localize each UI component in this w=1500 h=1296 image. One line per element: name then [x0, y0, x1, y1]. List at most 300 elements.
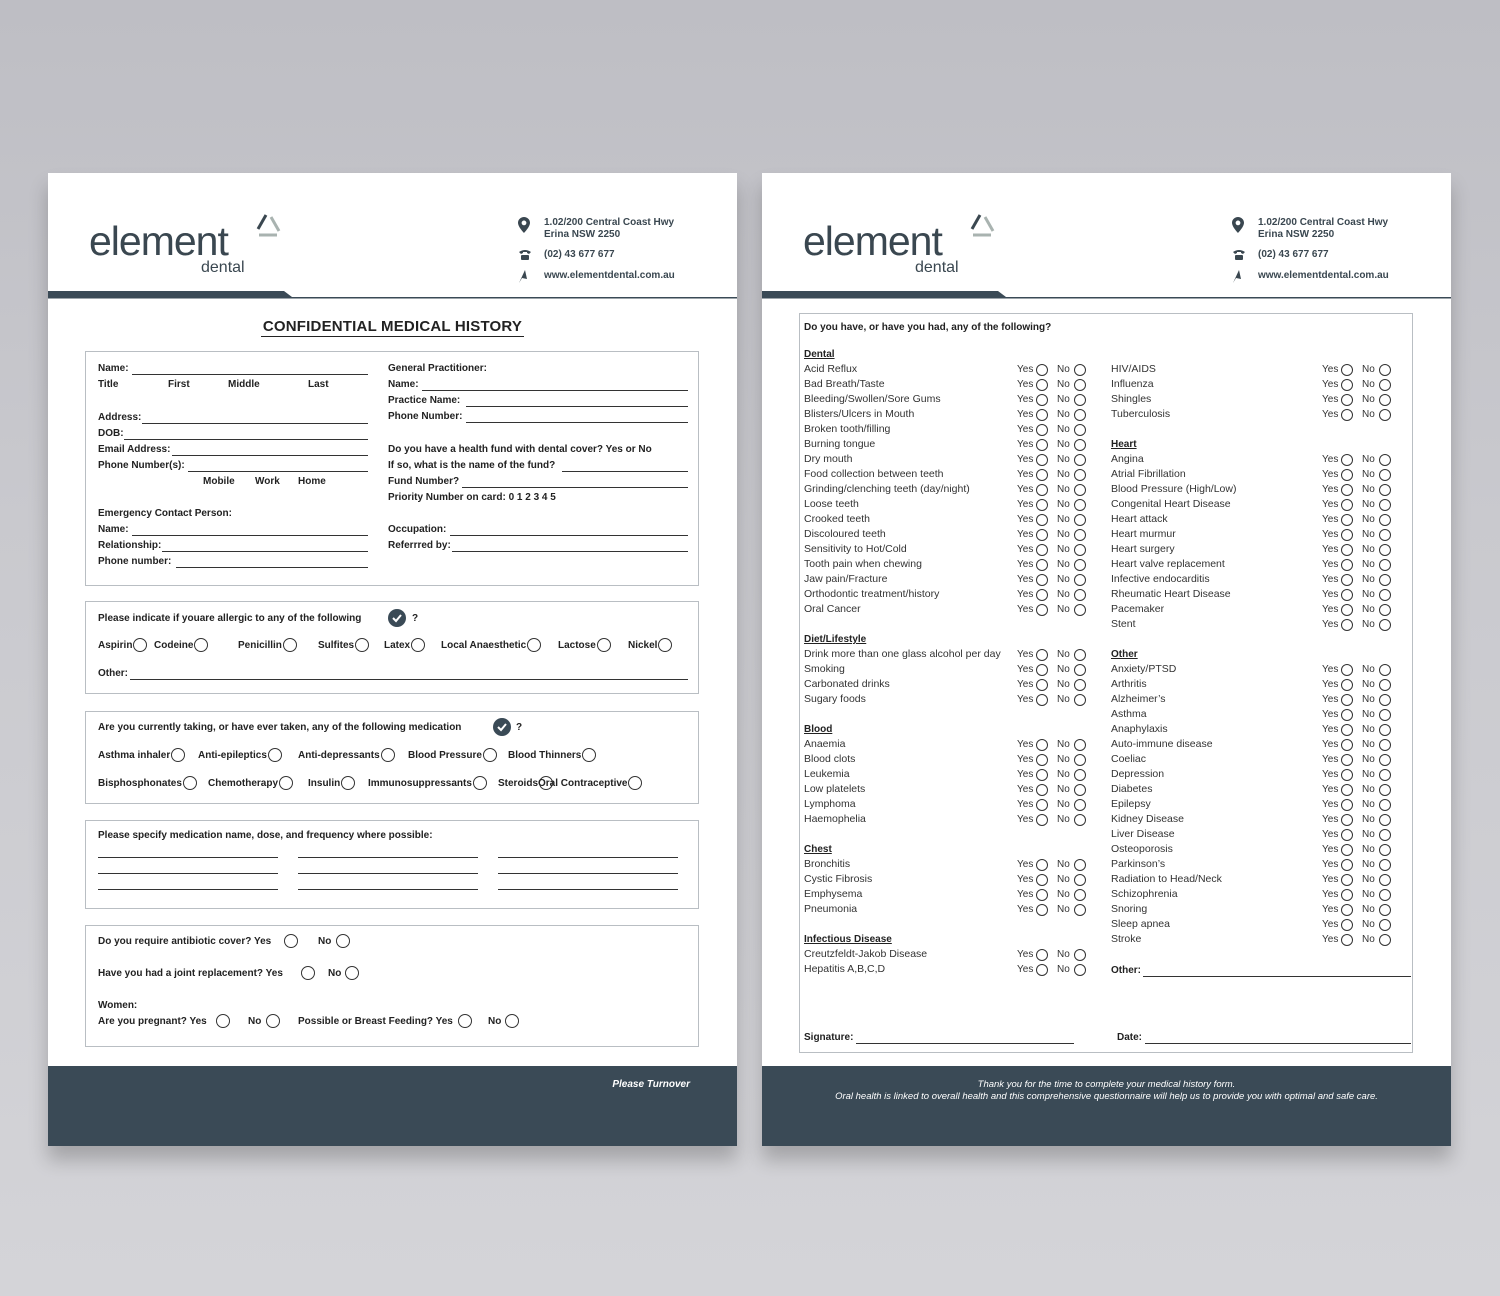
last-label: Last [308, 379, 329, 390]
no-radio[interactable] [1074, 784, 1086, 796]
phone-field[interactable] [188, 471, 368, 472]
no-radio[interactable] [1379, 859, 1391, 871]
no-radio[interactable] [1379, 379, 1391, 391]
yes-radio[interactable] [1036, 364, 1048, 376]
medication-qmark: ? [516, 722, 523, 733]
allergy-radio-aspirin[interactable] [133, 638, 147, 652]
allergy-radio-sulfites[interactable] [355, 638, 369, 652]
no-radio[interactable] [1074, 604, 1086, 616]
yes-label: Yes [1017, 364, 1034, 375]
no-radio[interactable] [1379, 469, 1391, 481]
allergy-radio-nickel[interactable] [658, 638, 672, 652]
allergy-radio-penicillin[interactable] [283, 638, 297, 652]
yes-radio[interactable] [1341, 394, 1353, 406]
medication-line[interactable] [298, 857, 478, 858]
yes-radio[interactable] [1036, 379, 1048, 391]
condition-bad-breath-taste: Bad Breath/Taste [804, 378, 885, 390]
medication-radio-blood-thinners[interactable] [582, 748, 596, 762]
yes-radio[interactable] [1341, 484, 1353, 496]
yes-radio[interactable] [1036, 754, 1048, 766]
no-radio[interactable] [1379, 544, 1391, 556]
medication-radio-asthma-inhaler[interactable] [171, 748, 185, 762]
no-label: No [1362, 454, 1375, 465]
no-radio[interactable] [1074, 454, 1086, 466]
medication-label-chemotherapy: Chemotherapy [208, 778, 279, 789]
condition-epilepsy: Epilepsy [1111, 798, 1151, 810]
antibiotic-no-radio[interactable] [336, 934, 350, 948]
medication-line[interactable] [98, 857, 278, 858]
medication-line[interactable] [98, 873, 278, 874]
emergency-name-field[interactable] [132, 535, 368, 536]
no-radio[interactable] [1074, 544, 1086, 556]
no-label: No [1362, 919, 1375, 930]
signature-label: Signature: [804, 1032, 854, 1043]
yes-radio[interactable] [1036, 439, 1048, 451]
yes-radio[interactable] [1341, 574, 1353, 586]
yes-radio[interactable] [1341, 499, 1353, 511]
yes-radio[interactable] [1036, 589, 1048, 601]
no-radio[interactable] [1379, 454, 1391, 466]
no-radio[interactable] [1074, 559, 1086, 571]
yes-radio[interactable] [1036, 859, 1048, 871]
no-radio[interactable] [1074, 949, 1086, 961]
no-label: No [1362, 769, 1375, 780]
emergency-phone-field[interactable] [176, 567, 368, 568]
form-page-1 [48, 173, 737, 1146]
joint-yes-radio[interactable] [301, 966, 315, 980]
phone-number: (02) 43 677 677 [1258, 249, 1329, 260]
medication-line[interactable] [298, 889, 478, 890]
yes-label: Yes [1017, 589, 1034, 600]
yes-radio[interactable] [1036, 394, 1048, 406]
no-radio[interactable] [1074, 769, 1086, 781]
no-label: No [1057, 559, 1070, 570]
yes-radio[interactable] [1036, 694, 1048, 706]
yes-radio[interactable] [1036, 454, 1048, 466]
medication-line[interactable] [98, 889, 278, 890]
conditions-box [799, 313, 1413, 1053]
yes-radio[interactable] [1036, 484, 1048, 496]
condition-blisters-ulcers-in-mouth: Blisters/Ulcers in Mouth [804, 408, 915, 420]
allergy-other-label: Other: [98, 668, 128, 679]
yes-label: Yes [1322, 379, 1339, 390]
no-label: No [1362, 544, 1375, 555]
yes-label: Yes [1322, 709, 1339, 720]
allergy-label-aspirin: Aspirin [98, 640, 133, 651]
no-radio[interactable] [1379, 889, 1391, 901]
medication-radio-anti-epileptics[interactable] [268, 748, 282, 762]
yes-radio[interactable] [1341, 889, 1353, 901]
no-radio[interactable] [1074, 589, 1086, 601]
name-field[interactable] [132, 374, 368, 375]
no-label: No [1362, 499, 1375, 510]
condition-parkinson-s: Parkinson’s [1111, 858, 1166, 870]
yes-label: Yes [1017, 694, 1034, 705]
no-radio[interactable] [1379, 529, 1391, 541]
other-conditions-label: Other: [1111, 965, 1141, 976]
condition-crooked-teeth: Crooked teeth [804, 513, 870, 525]
yes-radio[interactable] [1341, 814, 1353, 826]
yes-radio[interactable] [1036, 784, 1048, 796]
referred-field[interactable] [452, 551, 688, 552]
yes-radio[interactable] [1341, 589, 1353, 601]
medication-label-insulin: Insulin [308, 778, 341, 789]
no-radio[interactable] [1379, 934, 1391, 946]
medication-radio-oral-contraceptive[interactable] [628, 776, 642, 790]
medication-radio-blood-pressure[interactable] [483, 748, 497, 762]
date-field[interactable] [1145, 1043, 1411, 1044]
breastfeeding-yes-radio[interactable] [458, 1014, 472, 1028]
fund-name-field[interactable] [562, 471, 688, 472]
no-label: No [1057, 484, 1070, 495]
no-radio[interactable] [1074, 664, 1086, 676]
yes-radio[interactable] [1341, 739, 1353, 751]
no-radio[interactable] [1379, 874, 1391, 886]
no-radio[interactable] [1379, 664, 1391, 676]
no-radio[interactable] [1074, 529, 1086, 541]
no-label: No [1362, 829, 1375, 840]
yes-radio[interactable] [1036, 529, 1048, 541]
no-radio[interactable] [1074, 964, 1086, 976]
no-radio[interactable] [1379, 679, 1391, 691]
no-label: No [1057, 589, 1070, 600]
no-radio[interactable] [1074, 574, 1086, 586]
section-heading-heart: Heart [1111, 439, 1137, 450]
no-label: No [1362, 484, 1375, 495]
no-label: No [1362, 589, 1375, 600]
yes-radio[interactable] [1341, 379, 1353, 391]
no-radio[interactable] [1074, 874, 1086, 886]
yes-label: Yes [1017, 964, 1034, 975]
yes-label: Yes [1322, 859, 1339, 870]
condition-diabetes: Diabetes [1111, 783, 1153, 795]
no-radio[interactable] [1074, 409, 1086, 421]
gp-phone-field[interactable] [466, 422, 688, 423]
pregnant-no-radio[interactable] [266, 1014, 280, 1028]
condition-discoloured-teeth: Discoloured teeth [804, 528, 886, 540]
page-footer [762, 1066, 1451, 1146]
condition-food-collection-between-teeth: Food collection between teeth [804, 468, 944, 480]
no-radio[interactable] [1379, 844, 1391, 856]
yes-radio[interactable] [1036, 664, 1048, 676]
no-radio[interactable] [1074, 379, 1086, 391]
condition-schizophrenia: Schizophrenia [1111, 888, 1178, 900]
yes-label: Yes [1322, 574, 1339, 585]
no-label: No [1362, 514, 1375, 525]
yes-radio[interactable] [1036, 544, 1048, 556]
pregnant-yes-radio[interactable] [216, 1014, 230, 1028]
yes-label: Yes [1017, 889, 1034, 900]
condition-congenital-heart-disease: Congenital Heart Disease [1111, 498, 1231, 510]
no-radio[interactable] [1379, 694, 1391, 706]
yes-radio[interactable] [1341, 559, 1353, 571]
antibiotic-yes-radio[interactable] [284, 934, 298, 948]
yes-radio[interactable] [1341, 679, 1353, 691]
allergy-radio-local-anaesthetic[interactable] [527, 638, 541, 652]
no-radio[interactable] [1074, 364, 1086, 376]
yes-radio[interactable] [1341, 604, 1353, 616]
yes-label: Yes [1017, 559, 1034, 570]
medication-label-oral-contraceptive: Oral Contraceptive [538, 778, 628, 789]
no-radio[interactable] [1379, 814, 1391, 826]
no-radio[interactable] [1074, 904, 1086, 916]
yes-label: Yes [1017, 439, 1034, 450]
no-radio[interactable] [1074, 799, 1086, 811]
yes-label: Yes [1017, 799, 1034, 810]
condition-depression: Depression [1111, 768, 1165, 780]
condition-tooth-pain-when-chewing: Tooth pain when chewing [804, 558, 922, 570]
yes-radio[interactable] [1341, 919, 1353, 931]
yes-label: Yes [1017, 394, 1034, 405]
no-label: No [1057, 439, 1070, 450]
condition-sensitivity-to-hot-cold: Sensitivity to Hot/Cold [804, 543, 907, 555]
yes-label: Yes [1017, 904, 1034, 915]
no-radio[interactable] [1379, 754, 1391, 766]
other-conditions-field[interactable] [1143, 976, 1411, 977]
yes-radio[interactable] [1036, 769, 1048, 781]
cursor-arrow-icon [518, 270, 528, 284]
no-radio[interactable] [1379, 739, 1391, 751]
no-radio[interactable] [1379, 514, 1391, 526]
yes-radio[interactable] [1036, 574, 1048, 586]
medication-radio-anti-depressants[interactable] [381, 748, 395, 762]
no-radio[interactable] [1379, 619, 1391, 631]
condition-acid-reflux: Acid Reflux [804, 363, 858, 375]
yes-radio[interactable] [1036, 799, 1048, 811]
no-radio[interactable] [1379, 394, 1391, 406]
yes-radio[interactable] [1036, 559, 1048, 571]
no-radio[interactable] [1379, 589, 1391, 601]
condition-heart-attack: Heart attack [1111, 513, 1168, 525]
yes-radio[interactable] [1036, 409, 1048, 421]
yes-label: Yes [1322, 529, 1339, 540]
yes-label: Yes [1322, 724, 1339, 735]
no-label: No [1057, 514, 1070, 525]
allergy-radio-latex[interactable] [411, 638, 425, 652]
email-label: Email Address: [98, 444, 171, 455]
no-radio[interactable] [1074, 739, 1086, 751]
no-radio[interactable] [1379, 784, 1391, 796]
joint-no-radio[interactable] [345, 966, 359, 980]
medication-radio-immunosuppressants[interactable] [473, 776, 487, 790]
yes-radio[interactable] [1341, 409, 1353, 421]
no-label: No [1362, 814, 1375, 825]
yes-label: Yes [1322, 499, 1339, 510]
dob-field[interactable] [124, 439, 368, 440]
yes-radio[interactable] [1341, 724, 1353, 736]
yes-radio[interactable] [1036, 889, 1048, 901]
no-label: No [1057, 649, 1070, 660]
yes-radio[interactable] [1036, 649, 1048, 661]
no-radio[interactable] [1379, 709, 1391, 721]
yes-radio[interactable] [1341, 904, 1353, 916]
no-radio[interactable] [1074, 424, 1086, 436]
no-radio[interactable] [1379, 904, 1391, 916]
yes-radio[interactable] [1341, 754, 1353, 766]
yes-radio[interactable] [1036, 679, 1048, 691]
occupation-field[interactable] [450, 535, 688, 536]
no-radio[interactable] [1074, 679, 1086, 691]
allergy-radio-lactose[interactable] [597, 638, 611, 652]
yes-radio[interactable] [1341, 694, 1353, 706]
no-label: No [1362, 364, 1375, 375]
yes-radio[interactable] [1036, 874, 1048, 886]
health-fund-question: Do you have a health fund with dental cover? Yes or No [388, 444, 652, 455]
yes-radio[interactable] [1341, 769, 1353, 781]
no-radio[interactable] [1074, 469, 1086, 481]
yes-radio[interactable] [1036, 514, 1048, 526]
medication-radio-chemotherapy[interactable] [279, 776, 293, 790]
no-label: No [1362, 574, 1375, 585]
yes-radio[interactable] [1341, 934, 1353, 946]
allergy-radio-codeine[interactable] [194, 638, 208, 652]
no-label: No [1362, 394, 1375, 405]
no-radio[interactable] [1379, 499, 1391, 511]
yes-radio[interactable] [1341, 799, 1353, 811]
yes-label: Yes [1017, 409, 1034, 420]
yes-radio[interactable] [1341, 364, 1353, 376]
no-radio[interactable] [1074, 889, 1086, 901]
yes-radio[interactable] [1341, 454, 1353, 466]
no-label: No [1057, 784, 1070, 795]
no-radio[interactable] [1074, 649, 1086, 661]
relationship-field[interactable] [162, 551, 368, 552]
fund-number-field[interactable] [462, 487, 688, 488]
no-radio[interactable] [1074, 499, 1086, 511]
condition-alzheimer-s: Alzheimer’s [1111, 693, 1166, 705]
signature-field[interactable] [856, 1043, 1074, 1044]
gp-name-field[interactable] [422, 390, 688, 391]
yes-label: Yes [1322, 739, 1339, 750]
brand-word: element [89, 218, 228, 264]
address-line-1: 1.02/200 Central Coast Hwy [1258, 217, 1389, 228]
cursor-arrow-icon [1232, 270, 1242, 284]
yes-radio[interactable] [1036, 949, 1048, 961]
medication-question: Are you currently taking, or have ever taken, any of the following medication [98, 722, 462, 733]
medication-line[interactable] [498, 873, 678, 874]
yes-radio[interactable] [1036, 814, 1048, 826]
yes-radio[interactable] [1341, 469, 1353, 481]
no-label: No [1362, 529, 1375, 540]
no-radio[interactable] [1074, 514, 1086, 526]
no-label: No [1362, 379, 1375, 390]
yes-radio[interactable] [1341, 664, 1353, 676]
no-radio[interactable] [1074, 484, 1086, 496]
yes-label: Yes [1322, 559, 1339, 570]
yes-radio[interactable] [1341, 529, 1353, 541]
yes-label: Yes [1017, 874, 1034, 885]
pregnant-question: Are you pregnant? Yes [98, 1016, 207, 1027]
no-radio[interactable] [1379, 724, 1391, 736]
form-page-2 [762, 173, 1451, 1146]
no-radio[interactable] [1379, 364, 1391, 376]
yes-label: Yes [1017, 469, 1034, 480]
yes-radio[interactable] [1036, 739, 1048, 751]
medication-line[interactable] [498, 889, 678, 890]
email-field[interactable] [172, 455, 368, 456]
no-radio[interactable] [1379, 409, 1391, 421]
medication-label-blood-thinners: Blood Thinners [508, 750, 582, 761]
no-label: No [1362, 739, 1375, 750]
no-radio[interactable] [1379, 559, 1391, 571]
yes-radio[interactable] [1341, 874, 1353, 886]
first-label: First [168, 379, 190, 390]
no-radio[interactable] [1379, 574, 1391, 586]
no-label: No [1057, 769, 1070, 780]
yes-radio[interactable] [1341, 829, 1353, 841]
no-label: No [1362, 409, 1375, 420]
practice-name-field[interactable] [466, 406, 688, 407]
no-label: No [1362, 469, 1375, 480]
no-radio[interactable] [1074, 754, 1086, 766]
yes-radio[interactable] [1341, 859, 1353, 871]
women-label: Women: [98, 1000, 138, 1011]
breastfeeding-no-radio[interactable] [505, 1014, 519, 1028]
page-footer [48, 1066, 737, 1146]
address-field[interactable] [142, 423, 368, 424]
no-radio[interactable] [1074, 859, 1086, 871]
medication-details-box [85, 820, 699, 909]
section-heading-blood: Blood [804, 724, 833, 735]
medication-line[interactable] [498, 857, 678, 858]
yes-radio[interactable] [1341, 784, 1353, 796]
no-label: No [1057, 529, 1070, 540]
yes-radio[interactable] [1036, 499, 1048, 511]
yes-radio[interactable] [1341, 619, 1353, 631]
yes-radio[interactable] [1036, 904, 1048, 916]
brand-logo [803, 217, 1003, 277]
yes-radio[interactable] [1036, 469, 1048, 481]
yes-radio[interactable] [1036, 604, 1048, 616]
allergy-other-field[interactable] [130, 679, 688, 680]
footer-note: Oral health is linked to overall health and this comprehensive questionnaire will help us to provide you with optimal and safe care. [835, 1091, 1378, 1102]
no-radio[interactable] [1074, 694, 1086, 706]
no-radio[interactable] [1379, 919, 1391, 931]
condition-kidney-disease: Kidney Disease [1111, 813, 1184, 825]
yes-radio[interactable] [1341, 514, 1353, 526]
yes-radio[interactable] [1341, 544, 1353, 556]
yes-label: Yes [1322, 904, 1339, 915]
no-radio[interactable] [1379, 769, 1391, 781]
medication-radio-insulin[interactable] [341, 776, 355, 790]
no-label: No [1057, 964, 1070, 975]
medication-label-blood-pressure: Blood Pressure [408, 750, 482, 761]
yes-radio[interactable] [1036, 964, 1048, 976]
no-radio[interactable] [1074, 394, 1086, 406]
no-radio[interactable] [1379, 799, 1391, 811]
no-radio[interactable] [1379, 829, 1391, 841]
logo-triangle-icon [969, 213, 997, 239]
address-label: Address: [98, 412, 142, 423]
medication-radio-bisphosphonates[interactable] [183, 776, 197, 790]
condition-heart-surgery: Heart surgery [1111, 543, 1175, 555]
phone-label: Phone Number(s): [98, 460, 185, 471]
no-radio[interactable] [1074, 814, 1086, 826]
yes-radio[interactable] [1036, 424, 1048, 436]
medication-line[interactable] [298, 873, 478, 874]
medication-label-anti-depressants: Anti-depressants [298, 750, 380, 761]
yes-radio[interactable] [1341, 844, 1353, 856]
section-heading-dental: Dental [804, 349, 835, 360]
yes-radio[interactable] [1341, 709, 1353, 721]
no-radio[interactable] [1379, 484, 1391, 496]
joint-no-label: No [328, 968, 342, 979]
no-label: No [1057, 394, 1070, 405]
no-radio[interactable] [1074, 439, 1086, 451]
no-radio[interactable] [1379, 604, 1391, 616]
yes-label: Yes [1017, 424, 1034, 435]
checkmark-icon [388, 609, 406, 627]
